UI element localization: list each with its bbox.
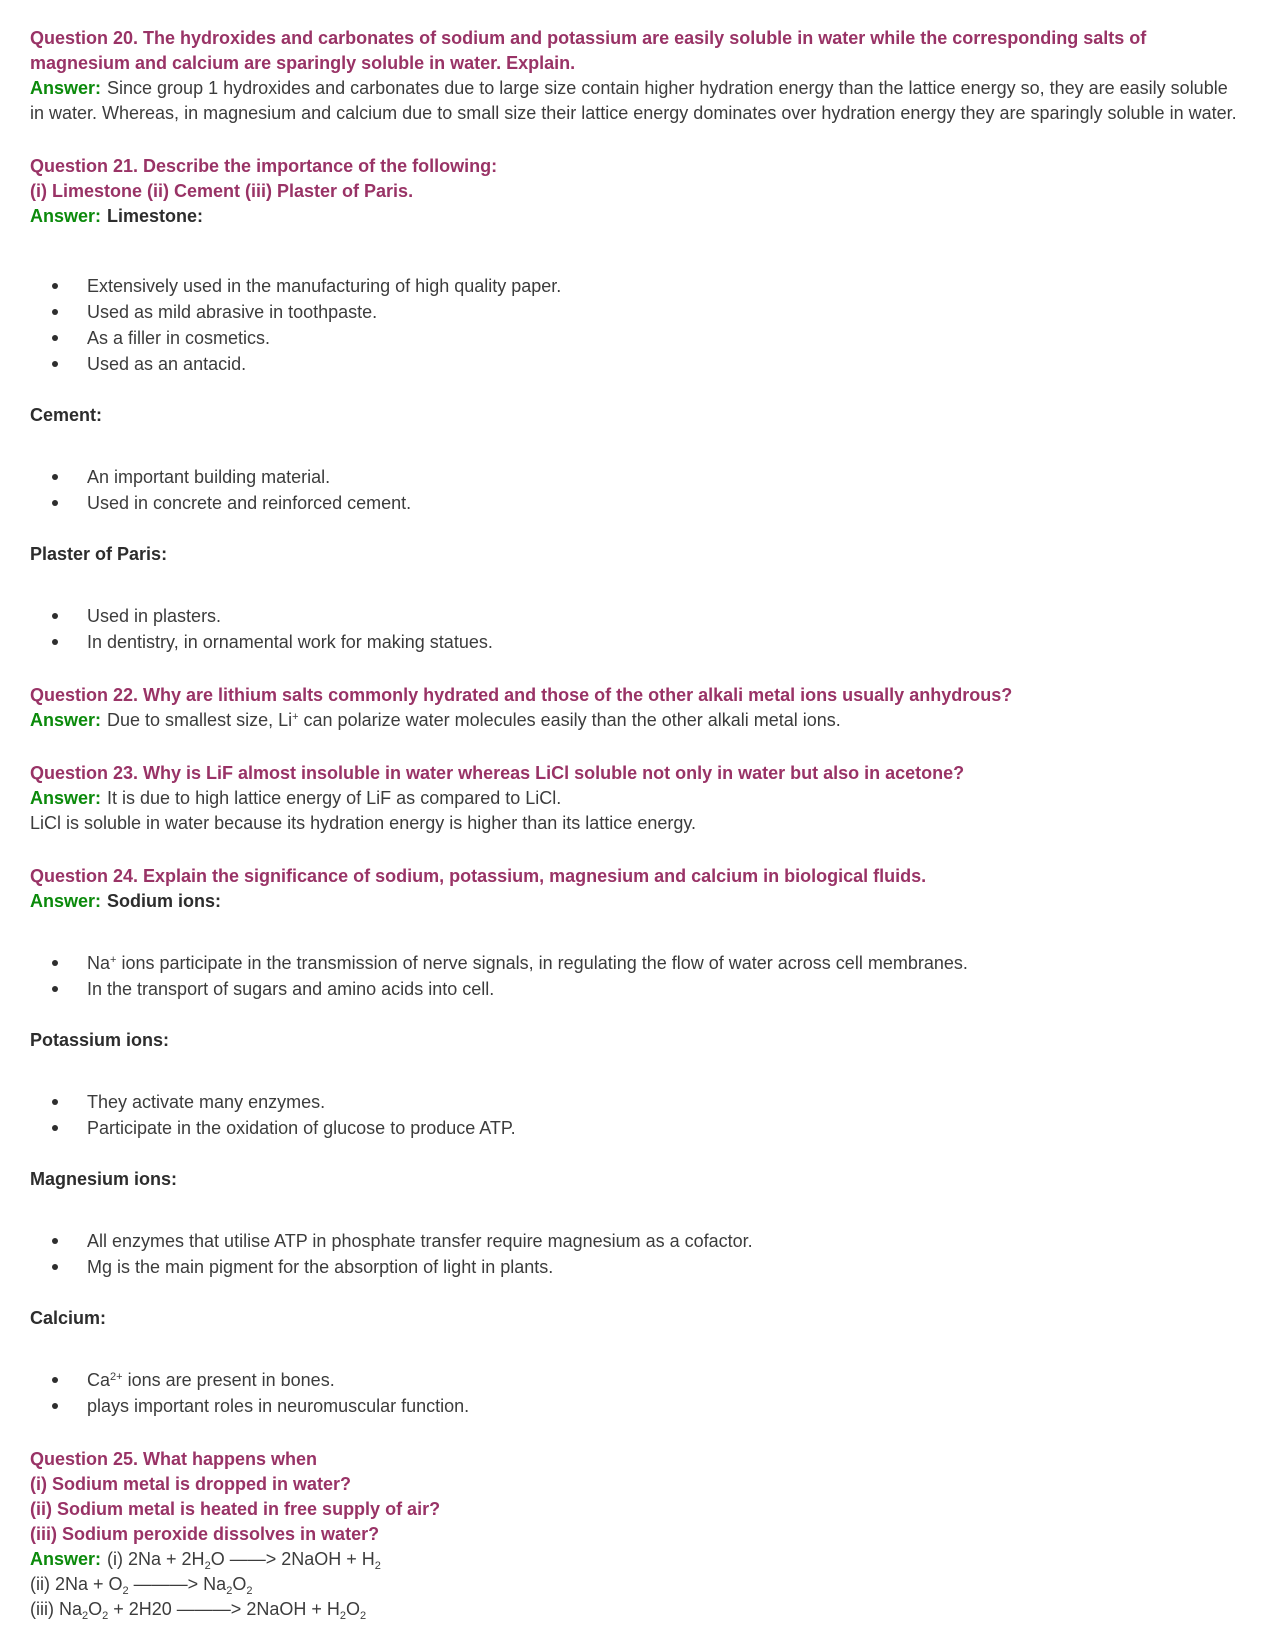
question-23-answer-line1 (30, 786, 1245, 811)
question-22-text: Question 22. Why are lithium salts commonly hydrated and those of the other alkali metal ions usually anhydrous? (30, 685, 1013, 705)
question-23-answer-line2: LiCl is soluble in water because its hydration energy is higher than its lattice energy. (30, 813, 697, 833)
answer-text: It is due to high lattice energy of LiF as compared to LiCl. (107, 788, 562, 808)
plaster-of-paris-heading: Plaster of Paris: (30, 544, 168, 564)
magnesium-ions-heading: Magnesium ions: (30, 1169, 178, 1189)
list-item: Participate in the oxidation of glucose to produce ATP. (52, 1115, 1245, 1141)
question-21-text-line2: (i) Limestone (ii) Cement (iii) Plaster of Paris. (30, 181, 414, 201)
chemical-equation: (iii) $Na_2O_2 + 2H20$ ———> 2NaOH + $H_2O_2$ (30, 1599, 367, 1622)
question-22-block (30, 683, 1245, 733)
question-25-block (30, 1447, 1245, 1622)
list-item: Mg is the main pigment for the absorption of light in plants. (52, 1254, 1245, 1280)
answer-text: Since group 1 hydroxides and carbonates due to large size contain higher hydration energy than the lattice energy so, they are easily soluble in water. Whereas, in magnesium and calcium due to small size their lattice energy dominates over hydration energy they are sparingly soluble in water. (30, 78, 1237, 123)
cement-list (30, 464, 1245, 516)
question-25-text-line4: (iii) Sodium peroxide dissolves in water? (30, 1524, 380, 1544)
list-item: They activate many enzymes. (52, 1089, 1245, 1115)
list-item: Used in concrete and reinforced cement. (52, 490, 1245, 516)
answer-label: Answer: (30, 78, 102, 98)
question-24-block (30, 864, 1245, 1419)
sodium-ions-list (30, 950, 1245, 1002)
list-item: Extensively used in the manufacturing of high quality paper. (52, 273, 1245, 299)
answer-label: Answer: (30, 788, 102, 808)
question-23-block (30, 761, 1245, 836)
limestone-heading: Limestone: (107, 206, 204, 226)
question-22-answer (30, 708, 1245, 733)
question-20-text: Question 20. The hydroxides and carbonates of sodium and potassium are easily soluble in water while the corresponding salts of magnesium and calcium are sparingly soluble in water. Explain. (30, 28, 1147, 73)
sodium-ions-heading: Sodium ions: (107, 891, 222, 911)
question-25-answer-line2 (30, 1572, 1245, 1597)
answer-label: Answer: (30, 1549, 102, 1569)
list-item: $Ca^{2+}$ ions are present in bones. (52, 1367, 1245, 1393)
calcium-heading: Calcium: (30, 1308, 107, 1328)
question-25-answer-line1 (30, 1547, 1245, 1572)
calcium-list (30, 1367, 1245, 1419)
answer-label: Answer: (30, 710, 102, 730)
answer-label: Answer: (30, 206, 102, 226)
list-item: Used as mild abrasive in toothpaste. (52, 299, 1245, 325)
potassium-ions-list (30, 1089, 1245, 1141)
question-24-answer-heading (30, 889, 1245, 914)
question-25-text-line1: Question 25. What happens when (30, 1449, 318, 1469)
magnesium-ions-list (30, 1228, 1245, 1280)
list-item: Used in plasters. (52, 603, 1245, 629)
question-20-block (30, 26, 1245, 126)
question-21-answer-heading (30, 204, 1245, 229)
question-25-answer-line3 (30, 1597, 1245, 1622)
question-24-text: Question 24. Explain the significance of sodium, potassium, magnesium and calcium in biological fluids. (30, 866, 927, 886)
question-23-text: Question 23. Why is LiF almost insoluble in water whereas LiCl soluble not only in water but also in acetone? (30, 763, 965, 783)
answer-label: Answer: (30, 891, 102, 911)
list-item: All enzymes that utilise ATP in phosphate transfer require magnesium as a cofactor. (52, 1228, 1245, 1254)
list-item: An important building material. (52, 464, 1245, 490)
list-item: Na+ ions participate in the transmission of nerve signals, in regulating the flow of water across cell membranes. (52, 950, 1245, 976)
answer-text: Due to smallest size, Li+ can polarize water molecules easily than the other alkali metal ions. (107, 710, 841, 730)
list-item: plays important roles in neuromuscular function. (52, 1393, 1245, 1419)
question-25-text-line2: (i) Sodium metal is dropped in water? (30, 1474, 352, 1494)
potassium-ions-heading: Potassium ions: (30, 1030, 170, 1050)
question-25-text-line3: (ii) Sodium metal is heated in free supply of air? (30, 1499, 441, 1519)
list-item: As a filler in cosmetics. (52, 325, 1245, 351)
cement-heading: Cement: (30, 405, 103, 425)
question-20-answer (30, 76, 1245, 126)
list-item: Used as an antacid. (52, 351, 1245, 377)
chemical-equation: (ii) $2Na + O_2$ ———> $Na_2O_2$ (30, 1574, 253, 1597)
list-item: In the transport of sugars and amino acids into cell. (52, 976, 1245, 1002)
list-item: In dentistry, in ornamental work for making statues. (52, 629, 1245, 655)
plaster-of-paris-list (30, 603, 1245, 655)
question-21-text-line1: Question 21. Describe the importance of the following: (30, 156, 498, 176)
chemical-equation: (i) $2Na + 2H_2O$ ——> 2NaOH + $H_2$ (107, 1549, 381, 1572)
limestone-list (30, 273, 1245, 377)
question-21-block (30, 154, 1245, 655)
